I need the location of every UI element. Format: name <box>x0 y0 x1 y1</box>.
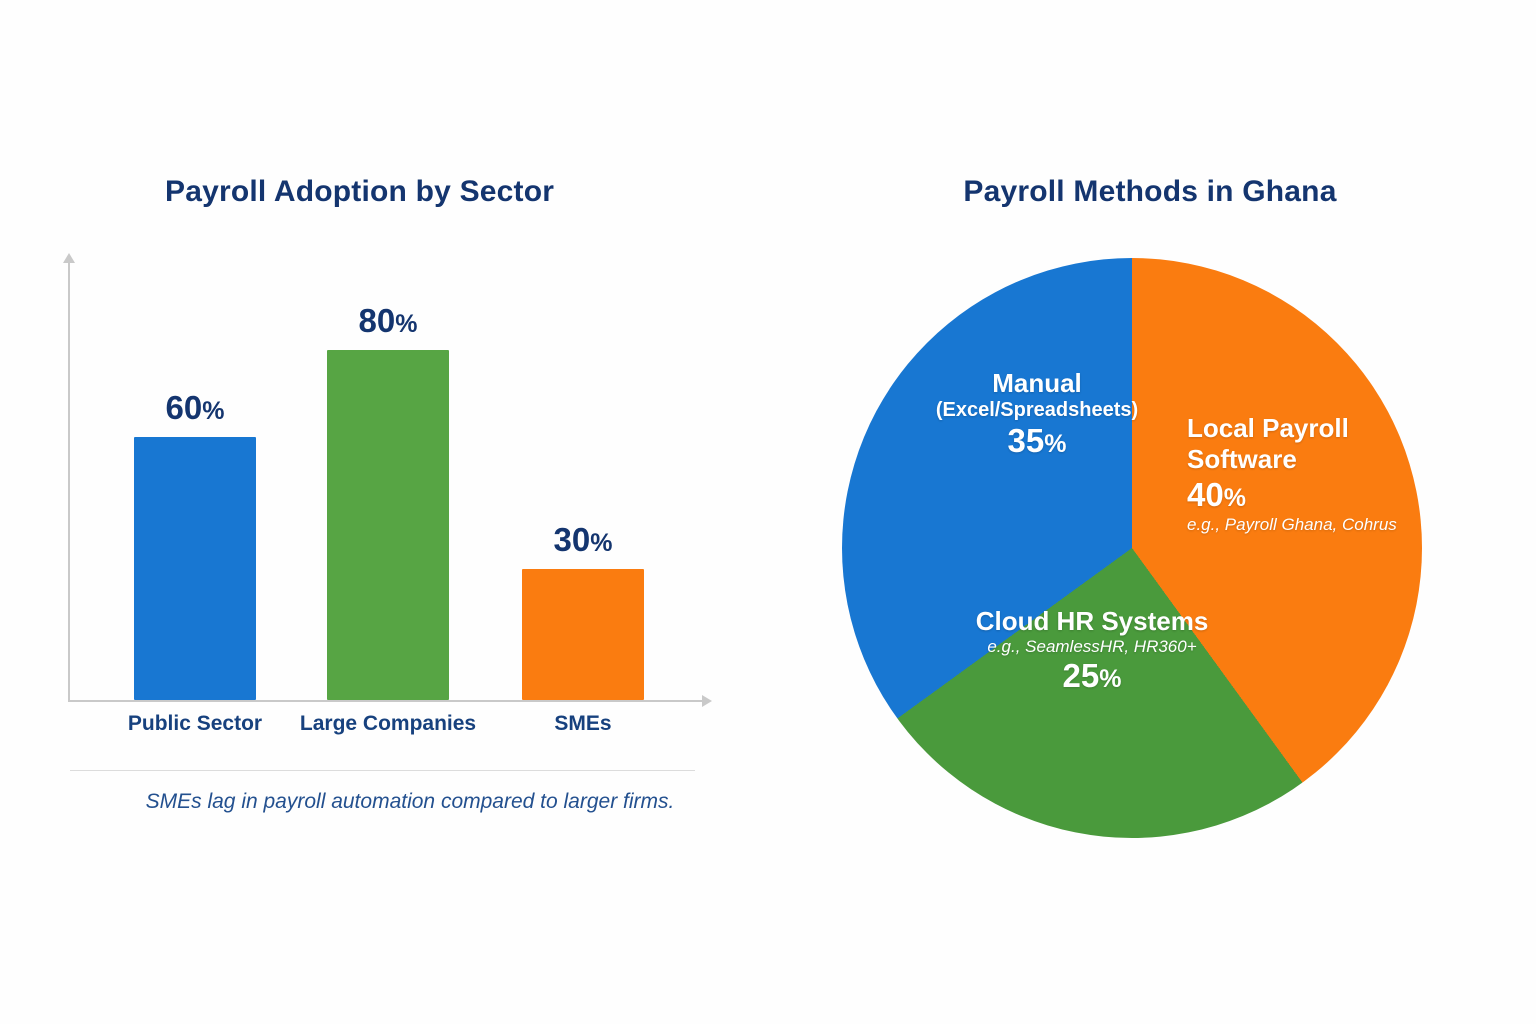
bar-chart-panel <box>40 150 740 850</box>
pie-label-local-payroll-software <box>1187 413 1437 535</box>
pie-label-cloud-note: e.g., SeamlessHR, HR360+ <box>987 636 1197 656</box>
caption-divider <box>70 770 695 771</box>
pie-label-cloud-name: Cloud HR Systems <box>975 606 1209 636</box>
bar-chart-caption: SMEs lag in payroll automation compared to larger firms. <box>145 790 675 813</box>
pie-chart-panel <box>780 150 1520 850</box>
x-tick-public-sector: Public Sector <box>127 712 263 735</box>
pie-slices <box>842 258 1422 838</box>
pie-label-manual-value: 35% <box>1007 422 1067 460</box>
pie-label-cloud-value: 25% <box>1062 656 1122 694</box>
bar-value-smes: 30% <box>553 521 613 558</box>
pie-label-local-line1: Local Payroll <box>1187 413 1349 443</box>
bar-rect-large-companies <box>327 350 449 700</box>
bar-rect-public-sector <box>134 437 256 700</box>
x-axis-tick-labels <box>68 712 703 752</box>
bar-item-large-companies <box>313 302 463 700</box>
pie-label-cloud-hr-systems <box>957 606 1227 696</box>
bar-item-public-sector <box>120 389 270 700</box>
pie-label-manual-name: Manual <box>992 368 1082 398</box>
bar-value-public-sector: 60% <box>165 389 225 426</box>
pie-label-manual <box>902 368 1172 461</box>
pie-label-local-note: e.g., Payroll Ghana, Cohrus <box>1187 515 1397 535</box>
x-tick-large-companies: Large Companies <box>299 712 477 735</box>
bar-rect-smes <box>522 569 644 700</box>
pie-chart-title: Payroll Methods in Ghana <box>963 175 1337 208</box>
pie-label-local-value: 40% <box>1187 476 1246 514</box>
bar-item-smes <box>508 521 658 700</box>
pie-label-manual-sub: (Excel/Spreadsheets) <box>935 398 1139 421</box>
bar-chart-title: Payroll Adoption by Sector <box>165 175 555 208</box>
pie-label-local-line2: Software <box>1187 443 1297 474</box>
x-axis <box>68 700 703 702</box>
bar-value-large-companies: 80% <box>358 302 418 339</box>
pie-graphic <box>842 258 1422 838</box>
bar-series <box>68 262 703 700</box>
x-tick-smes: SMEs <box>554 712 612 735</box>
